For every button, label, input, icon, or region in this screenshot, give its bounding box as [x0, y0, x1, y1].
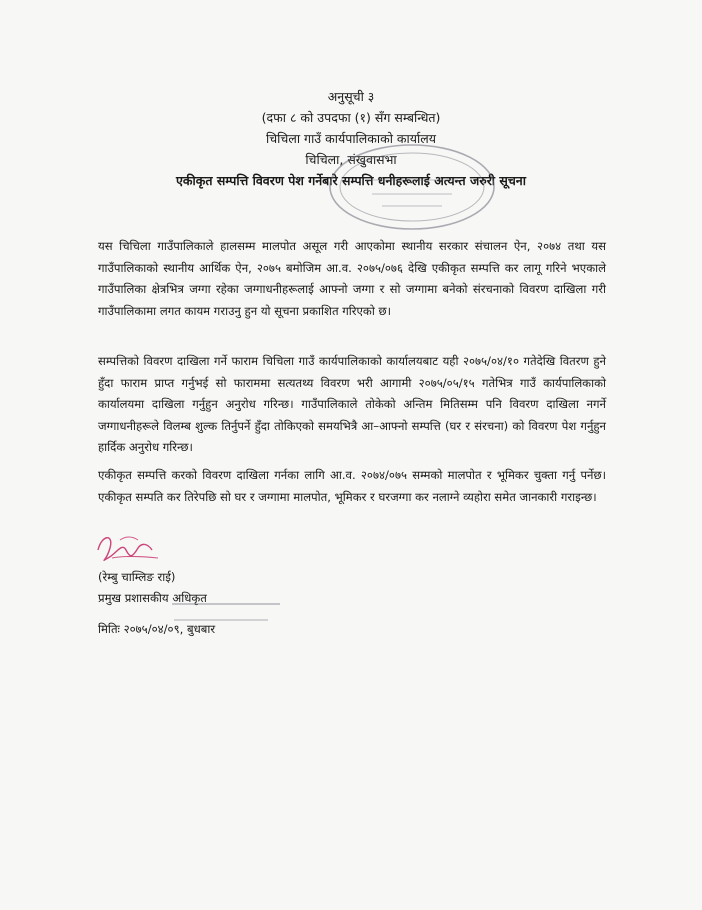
signatory-title: प्रमुख प्रशासकीय अधिकृत: [98, 591, 207, 605]
handwritten-signature: [92, 528, 162, 568]
section-reference: (दफा ८ को उपदफा (१) सँग सम्बन्धित): [261, 110, 441, 125]
signatory-name: (रेम्बु चाम्लिङ राई): [98, 570, 176, 584]
paragraph-submission: सम्पत्तिको विवरण दाखिला गर्ने फाराम चिचिला गाउँ कार्यपालिकाको कार्यालयबाट यही २०७५/०४/१० गतेदेखि वितरण हुने हुँदा फाराम प्राप्त गर्नुभई सो फाराममा सत्यतथ्य विवरण भरी आगामी २०७५/०५/१५ गतेभित्र गाउँ कार्यपालिकाको कार्यालयमा दाखिला गर्नुहुन अनुरोध गरिन्छ। गाउँपालिकाले तोकेको अन्तिम मितिसम्म पनि विवरण दाखिला नगर्ने जग्गाधनीहरूले विलम्ब शुल्क तिर्नुपर्ने हुँदा तोकिएको समयभित्रै आ–आफ्नो सम्पत्ति (घर र संरचना) को विवरण पेश गर्नुहुन हार्दिक अनुरोध गरिन्छ।: [98, 354, 606, 454]
office-seal-stamp: [326, 140, 498, 234]
paragraph-intro: यस चिचिला गाउँपालिकाले हालसम्म मालपोत असूल गरी आएकोमा स्थानीय सरकार संचालन ऐन, २०७४ तथा यस गाउँपालिकाको स्थानीय आर्थिक ऐन, २०७५ बमोजिम आ.व. २०७५/०७६ देखि एकीकृत सम्पत्ति कर लागू गरिने भएकाले गाउँपालिका क्षेत्रभित्र जग्गा रहेका जग्गाधनीहरूलाई आफ्नो जग्गा र सो जग्गामा बनेको संरचनाको विवरण दाखिला गरी गाउँपालिकामा लगत कायम गराउनु हुन यो सूचना प्रकाशित गरिएको छ।: [98, 239, 606, 318]
office-location: चिचिला, संखुवासभा: [305, 152, 397, 167]
schedule-label: अनुसूची ३: [327, 89, 375, 104]
notice-title: एकीकृत सम्पत्ति विवरण पेश गर्नेबारे सम्पत्ति धनीहरूलाई अत्यन्त जरुरी सूचना: [176, 173, 526, 188]
office-name: चिचिला गाउँ कार्यपालिकाको कार्यालय: [266, 131, 436, 146]
paragraph-tax-clearance: एकीकृत सम्पत्ति करको विवरण दाखिला गर्नका लागि आ.व. २०७४/०७५ सम्मको मालपोत र भूमिकर चुक्ता गर्नु पर्नेछ। एकीकृत सम्पति कर तिरेपछि सो घर र जग्गामा मालपोत, भूमिकर र घरजग्गा कर नलाग्ने व्यहोरा समेत जानकारी गराइन्छ।: [98, 468, 606, 504]
notice-date: मितिः २०७५/०४/०९, बुधबार: [98, 622, 216, 636]
